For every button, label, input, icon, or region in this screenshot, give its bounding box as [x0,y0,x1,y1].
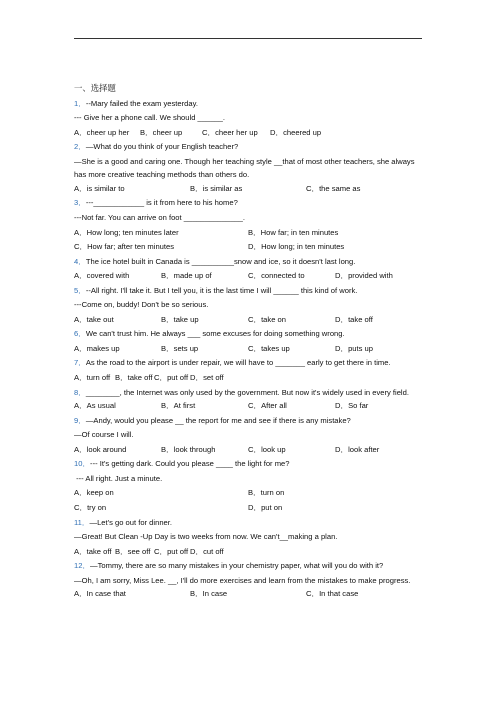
question-number: 5． [74,285,86,295]
question-10-options-row2 [74,501,422,516]
question-text: As the road to the airport is under repair, we will have to _______ early to get there in time. [85,358,391,368]
option-c[interactable]: C．the same as [306,183,361,193]
question-text: We can't trust him. He always ___ some excuses for doing something wrong. [85,329,345,339]
question-10-stem [74,457,422,472]
option-b[interactable]: B．turn on [248,488,285,498]
question-4-options [74,269,422,284]
question-8-options [74,399,422,414]
question-10-line2: --- All right. Just a minute. [74,473,163,483]
option-a[interactable]: A．cheer up her [74,127,130,137]
option-a[interactable]: A．makes up [74,343,120,353]
option-d[interactable]: D．look after [335,444,380,454]
option-b[interactable]: B．see off [115,546,151,556]
option-c[interactable]: C．put off [154,546,189,556]
question-number: 12． [74,561,91,571]
question-number: 7． [74,358,86,368]
question-2-stem [74,140,422,155]
question-number: 1． [74,98,86,108]
question-text: —Tommy, there are so many mistakes in your chemistry paper, what will you do with it? [90,561,384,571]
option-d[interactable]: D．set off [190,372,224,382]
option-a[interactable]: A．look around [74,444,127,454]
question-text: ________, the Internet was only used by the government. But now it's widely used in every field. [85,387,409,397]
question-10-options-row1 [74,486,422,501]
option-b[interactable]: B．cheer up [140,127,183,137]
option-c[interactable]: C．look up [248,444,286,454]
question-9-stem [74,414,422,429]
question-1-stem [74,97,422,112]
question-9-line2: —Of course I will. [74,430,134,440]
option-c[interactable]: C．takes up [248,343,290,353]
option-d[interactable]: D．How long; in ten minutes [248,242,345,252]
question-3-stem [74,196,422,211]
option-a[interactable]: A．take out [74,314,114,324]
question-5-stem [74,284,422,299]
question-7-options [74,371,422,386]
option-c[interactable]: C．connected to [248,271,305,281]
option-b[interactable]: B．take up [161,314,199,324]
option-d[interactable]: D．put on [248,502,283,512]
option-d[interactable]: D．So far [335,401,369,411]
question-5-options [74,313,422,328]
option-b[interactable]: B．How far; in ten minutes [248,227,339,237]
question-number: 3． [74,198,86,208]
option-b[interactable]: B．is similar as [190,183,243,193]
option-c[interactable]: C．cheer her up [202,127,258,137]
option-d[interactable]: D．puts up [335,343,373,353]
question-7-stem [74,356,422,371]
option-c[interactable]: C．After all [248,401,287,411]
question-2-options [74,182,422,197]
question-4-stem [74,255,422,270]
question-number: 11． [74,517,90,527]
question-3-options-row2 [74,240,422,255]
question-12-line2: —Oh, I am sorry, Miss Lee. __, I'll do more exercises and learn from the mistakes to make progress. [74,575,411,585]
option-b[interactable]: B．sets up [161,343,199,353]
question-8-stem [74,386,422,400]
question-number: 9． [74,415,86,425]
option-a[interactable]: A．take off [74,546,112,556]
question-text: ---____________ is it from here to his home? [85,198,238,208]
option-b[interactable]: B．take off [115,372,153,382]
question-text: --All right. I'll take it. But I tell you, it is the last time I will ______ this kind of work. [85,285,358,295]
option-a[interactable]: A．turn off [74,372,111,382]
option-b[interactable]: B．made up of [161,271,212,281]
option-a[interactable]: A．As usual [74,401,116,411]
section-title: 一、选择题 [74,83,116,93]
question-text: The ice hotel built in Canada is __________snow and ice, so it doesn't last long. [85,256,356,266]
question-9-options [74,443,422,458]
option-d[interactable]: D．cut off [190,546,224,556]
option-a[interactable]: A．keep on [74,488,114,498]
question-number: 2． [74,142,86,152]
question-text: —What do you think of your English teacher? [85,142,239,152]
question-number: 10． [74,459,91,469]
question-number: 6． [74,329,86,339]
header-rule [74,38,422,39]
question-11-line2: —Great! But Clean -Up Day is two weeks from now. We can't__making a plan. [74,532,338,542]
question-text: --- It's getting dark. Could you please ____ the light for me? [90,459,290,469]
question-3-line2: ---Not far. You can arrive on foot ______________. [74,212,245,222]
question-12-stem [74,559,422,574]
option-a[interactable]: A．is similar to [74,183,125,193]
question-6-stem [74,327,422,342]
option-c[interactable]: C．try on [74,502,107,512]
option-a[interactable]: A．covered with [74,271,130,281]
option-c[interactable]: C．In that case [306,589,359,599]
option-b[interactable]: B．At first [161,401,196,411]
option-b[interactable]: B．In case [190,589,228,599]
question-11-options [74,545,422,560]
question-6-options [74,342,422,357]
option-a[interactable]: A．How long; ten minutes later [74,227,179,237]
option-d[interactable]: D．cheered up [270,127,322,137]
question-3-options-row1 [74,226,422,241]
question-number: 8． [74,387,86,397]
option-c[interactable]: C．How far; after ten minutes [74,242,175,252]
option-d[interactable]: D．take off [335,314,373,324]
question-text: --Mary failed the exam yesterday. [85,98,198,108]
option-d[interactable]: D．provided with [335,271,393,281]
question-2-line2: —She is a good and caring one. Though her teaching style __that of most other teachers, she always has more creative teaching methods than others do. [74,156,415,180]
question-12-options [74,587,422,602]
question-5-line2: ---Come on, buddy! Don't be so serious. [74,300,209,310]
option-a[interactable]: A．In case that [74,589,126,599]
option-b[interactable]: B．look through [161,444,216,454]
question-1-line2: --- Give her a phone call. We should ______. [74,113,225,123]
question-text: —Andy, would you please __ the report for me and see if there is any mistake? [85,415,351,425]
question-list [74,82,422,602]
option-c[interactable]: C．take on [248,314,286,324]
question-number: 4． [74,256,86,266]
option-c[interactable]: C．put off [154,372,189,382]
question-text: —Let's go out for dinner. [89,517,172,527]
question-1-options [74,126,422,141]
question-11-stem [74,516,422,531]
